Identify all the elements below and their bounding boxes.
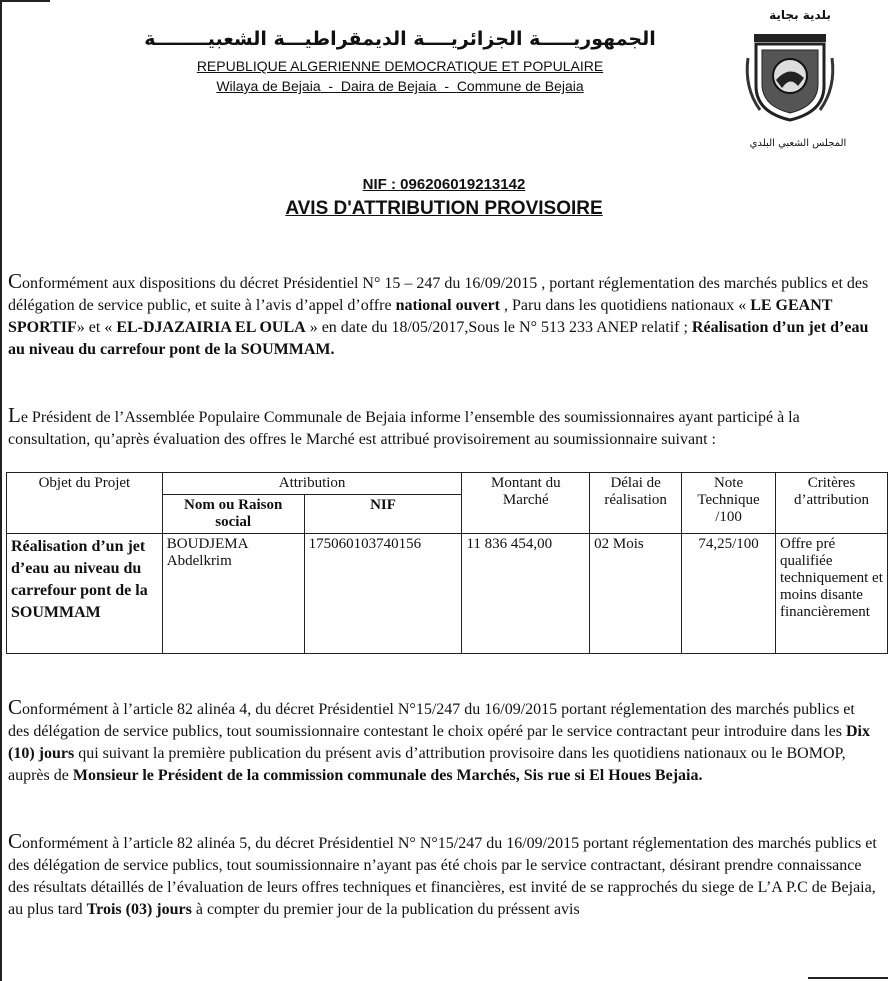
header-montant: Montant du Marché <box>462 473 590 534</box>
cell-nom: BOUDJEMA Abdelkrim <box>162 534 304 654</box>
header-nom: Nom ou Raison social <box>162 495 304 534</box>
drop-cap: C <box>8 269 23 293</box>
header-delai: Délai de réalisation <box>590 473 682 534</box>
header-administrative-line <box>130 78 670 94</box>
header-nif: NIF <box>304 495 462 534</box>
commune: Commune de Bejaia <box>456 78 584 94</box>
cell-criteres: Offre pré qualifiée techniquement et moins disante financièrement <box>776 534 888 654</box>
header-note: Note Technique /100 <box>682 473 776 534</box>
header-attribution: Attribution <box>162 473 462 495</box>
separator: - <box>328 78 334 94</box>
scan-edge-bottom <box>808 977 888 979</box>
municipal-seal-emblem-icon <box>740 28 840 124</box>
drop-cap: L <box>8 403 21 427</box>
text: onformément aux dispositions du décret Présidentiel N° 15 – 247 du 16/09/2015 , portant réglementation des marchés publics et des délégation de service public, et suite à l’avis d’appel d’offre <box>8 275 869 314</box>
cell-note: 74,25/100 <box>682 534 776 654</box>
header-objet: Objet du Projet <box>7 473 163 534</box>
cell-nif: 175060103740156 <box>304 534 462 654</box>
paragraph-decree-reference <box>8 270 880 361</box>
text: » en date du 18/05/2017,Sous le N° 513 233 ANEP relatif ; <box>305 319 692 336</box>
text: e Président de l’Assemblée Populaire Communale de Bejaia informe l’ensemble des soumissionnaires ayant participé à la consultation, qu’après évaluation des offres le Marché est attribué provisoirement au soumissionnaire suivant : <box>8 409 800 448</box>
separator: - <box>444 78 450 94</box>
header-criteres: Critères d’attribution <box>776 473 888 534</box>
table-header-row <box>7 473 888 495</box>
text: onformément à l’article 82 alinéa 4, du décret Présidentiel N°15/247 du 16/09/2015 portant réglementation des marchés publics et des délégation de service publics, tout soumissionnaire contestant le choix opéré par le service contractant peur introduire dans les <box>8 701 855 740</box>
text: à compter du premier jour de la publication du préssent avis <box>191 901 580 918</box>
scan-edge-top <box>0 0 50 2</box>
daira: Daira de Bejaia <box>340 78 437 94</box>
recipient: Monsieur le Président de la commission communale des Marchés, Sis rue si El Houes Bejaia. <box>72 767 703 784</box>
seal-top-text: بلدية بجاية <box>769 8 831 22</box>
seal-bottom-text: المجلس الشعبي البلدي <box>749 138 847 149</box>
cell-objet: Réalisation d’un jet d’eau au niveau du carrefour pont de la SOUMMAM <box>7 534 163 654</box>
deadline: Dix (10) jours <box>8 723 870 762</box>
document-title: AVIS D'ATTRIBUTION PROVISOIRE <box>285 198 603 219</box>
project-name: Réalisation d’un jet d’eau au niveau du carrefour pont de la SOUMMAM. <box>8 319 869 358</box>
wilaya: Wilaya de Bejaia <box>216 78 321 94</box>
text: onformément à l’article 82 alinéa 5, du décret Présidentiel N° N°15/247 du 16/09/2015 portant réglementation des marchés publics et des délégation de service publics, tout soumissionnaire n’ayant pas été chois par le service contractant, désirant prendre connaissance des résultats détaillés de l’évaluation de leurs offres techniques et financières, est invité de se rapprochés du siege de L’A P.C de Bejaia, au plus tard <box>8 835 877 918</box>
nif-line: NIF : 096206019213142 <box>362 176 526 193</box>
newspaper-name: LE GEANT SPORTIF <box>8 297 833 336</box>
table-row <box>7 534 888 654</box>
cell-montant: 11 836 454,00 <box>462 534 590 654</box>
newspaper-name: EL-DJAZAIRIA EL OULA <box>116 319 306 336</box>
text: , Paru dans les quotidiens nationaux « <box>500 297 751 314</box>
deadline: Trois (03) jours <box>86 901 192 918</box>
text: » et « <box>76 319 117 336</box>
bold-text: national ouvert <box>395 297 501 314</box>
paragraph-announcement <box>8 404 880 451</box>
drop-cap: C <box>8 695 23 719</box>
drop-cap: C <box>8 829 23 853</box>
header-arabic-title: الجمهوريـــــة الجزائريــــة الديمقراطيـــة الشعبيــــــــة <box>144 28 656 50</box>
paragraph-results-consultation <box>8 830 880 921</box>
header-french-title: REPUBLIQUE ALGERIENNE DEMOCRATIQUE ET POPULAIRE <box>196 58 604 74</box>
paragraph-contestation <box>8 696 880 787</box>
scan-edge-left <box>0 0 2 981</box>
text: qui suivant la première publication du présent avis d’attribution provisoire dans les quotidiens nationaux ou le BOMOP, auprès de <box>8 745 846 784</box>
attribution-table <box>6 472 888 654</box>
cell-delai: 02 Mois <box>590 534 682 654</box>
